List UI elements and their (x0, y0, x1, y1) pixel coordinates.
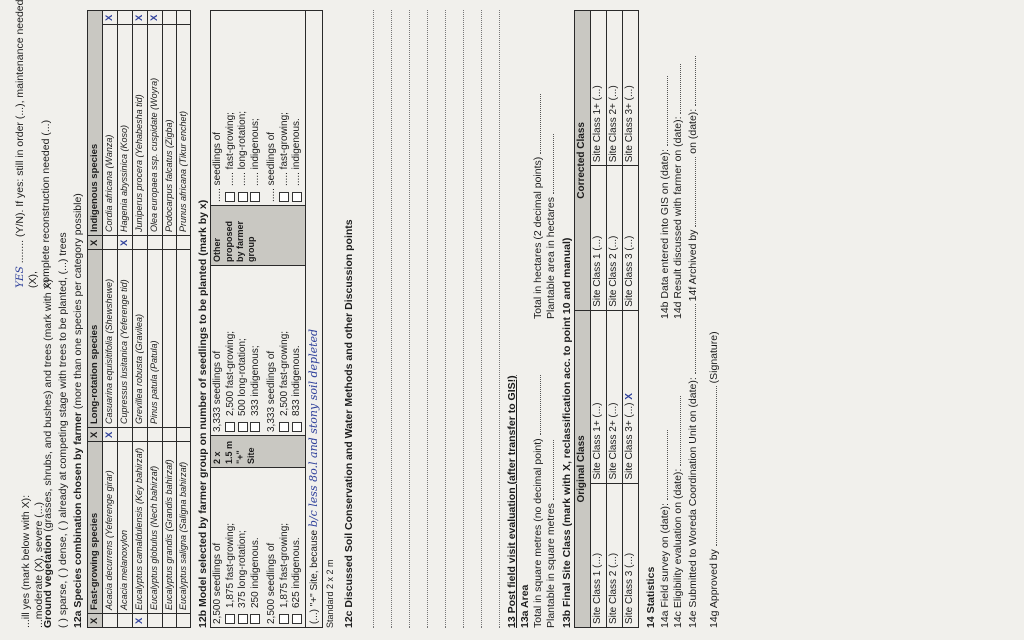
top-right-line-2: complete reconstruction needed (...) (40, 119, 53, 288)
species-name: Acacia decurrens (Yeferenge girar) (103, 442, 118, 614)
model-b-item-text: 333 indigenous; (249, 345, 261, 416)
species-row (147, 11, 162, 628)
model-c-item[interactable] (250, 14, 263, 202)
model-b-head: 3,333 seedlings of (212, 350, 224, 432)
area-row-2 (545, 10, 558, 628)
s12b-title: 12b Model selected by farmer group on number of seedlings to be planted (mark by x) (197, 199, 210, 628)
col-long-rotation: Long-rotation species (88, 250, 103, 428)
ground-veg-text: (grasses, shrubs, and bushes) and trees (mark with X) (42, 279, 54, 532)
approved-field[interactable] (716, 386, 717, 546)
species-name (177, 250, 191, 428)
site-class-header (575, 11, 591, 628)
mark-cell[interactable] (118, 614, 133, 628)
model-a2-item[interactable] (291, 471, 304, 624)
signature-label: (Signature) (707, 331, 720, 384)
site-class-cell[interactable]: Site Class 1 (...) (591, 166, 607, 310)
model-b2-item[interactable] (291, 269, 304, 432)
mark-cell[interactable] (147, 428, 162, 442)
model-a-item-text: 375 long-rotation; (237, 530, 249, 608)
site-class-cell[interactable]: Site Class 3 (...) (623, 483, 639, 627)
model-b-item[interactable] (250, 269, 263, 432)
checkbox[interactable] (292, 614, 302, 624)
eligibility-label: 14c Eligibility evaluation on (date): (671, 468, 684, 628)
col-indigenous: Indigenous species (88, 11, 103, 236)
checkbox[interactable] (225, 192, 235, 202)
model-c2-item[interactable] (279, 14, 292, 202)
mark-cell[interactable] (103, 236, 118, 250)
field-survey-label: 14a Field survey on (date): (658, 503, 671, 628)
checkbox[interactable] (279, 614, 289, 624)
discussion-line[interactable] (410, 10, 428, 628)
site-class-cell[interactable]: Site Class 2 (...) (607, 166, 623, 310)
discussion-line[interactable] (428, 10, 446, 628)
total-ha-field[interactable] (540, 94, 541, 154)
species-name: Hagenia abyssinica (Koso) (118, 25, 133, 236)
checkbox[interactable] (238, 192, 248, 202)
checkbox[interactable] (292, 422, 302, 432)
archived-by-field[interactable] (695, 157, 696, 227)
species-row (133, 11, 148, 628)
plant-ha-field[interactable] (553, 134, 554, 194)
gis-entry-field[interactable] (667, 76, 668, 146)
gis-entry-label: 14b Data entered into GIS on (date): (658, 149, 671, 319)
species-name: Eucalyptus grandis (Grandis bahirzaf) (162, 442, 176, 614)
top-right (14, 0, 53, 288)
approved-label: 14g Approved by (707, 549, 720, 628)
model-site-cell (211, 436, 306, 468)
species-name: Olea europaea ssp. cuspidate (Woyra) (147, 25, 162, 236)
model-a-head2: 2,500 seedlings of (266, 542, 278, 624)
col-x-3: X (88, 236, 103, 250)
species-name: Juniperus procera (Yehabesha tid) (133, 25, 148, 236)
hand-mark (177, 11, 191, 25)
discussion-line[interactable] (356, 10, 374, 628)
species-row (118, 11, 133, 628)
s13-title: 13 Post field visit evaluation (after transfer to GIS!) (505, 375, 518, 628)
site-class-cell[interactable]: Site Class 2 (...) (607, 483, 623, 627)
site-class-text: Site Class 3+ (...) (624, 402, 636, 480)
corrected-class-header: Corrected Class (575, 11, 591, 311)
model-a-head: 2,500 seedlings of (212, 542, 224, 624)
model-a-item[interactable] (225, 471, 238, 624)
ground-veg-options: ( ) sparse, ( ) dense, ( ) already at competing stage with trees to be planted, (...) trees (57, 232, 70, 628)
model-b-item[interactable] (237, 269, 250, 432)
eligibility-field[interactable] (680, 396, 681, 466)
model-a2-item[interactable] (279, 471, 292, 624)
submitted-field[interactable] (695, 304, 696, 374)
standard-label: Standard 2 x 2 m (325, 559, 336, 628)
checkbox[interactable] (238, 422, 248, 432)
species-row (162, 11, 176, 628)
model-c-item-text: ..... fast-growing; (224, 112, 236, 186)
species-name: Cordia africana (Wanza) (103, 25, 118, 236)
site-class-row (607, 11, 623, 628)
s12a-note: (more than one species per category possible) (72, 193, 85, 410)
mark-cell[interactable] (133, 236, 148, 250)
checkbox[interactable] (250, 422, 260, 432)
species-name (162, 250, 176, 428)
hand-mark (162, 11, 176, 25)
site-class-cell[interactable]: Site Class 2+ (...) (607, 11, 623, 166)
checkbox[interactable] (250, 192, 260, 202)
model-a2-item-text: 1,875 fast-growing; (278, 522, 290, 608)
handwritten-yes: YES (14, 266, 26, 288)
species-name: Eucalyptus globulus (Nech bahirzaf) (147, 442, 162, 614)
model-b2-item-text: 833 indigenous. (291, 345, 303, 416)
s12a-title: 12a Species combination chosen by farmer (72, 412, 85, 628)
area-row-1 (532, 10, 545, 628)
stats-row-2 (672, 10, 685, 628)
model-c-item[interactable] (225, 14, 238, 202)
model-b2-item-text: 2,500 fast-growing; (278, 330, 290, 416)
model-table (210, 10, 323, 628)
mark-cell[interactable] (133, 428, 148, 442)
model-a-item-text: 250 indigenous. (249, 537, 261, 608)
model-c2-item[interactable] (291, 14, 304, 202)
hand-mark: X (133, 11, 148, 25)
discussion-line[interactable] (464, 10, 482, 628)
s12c-title: 12c Discussed Soil Conservation and Water Methods and other Discussion points (342, 219, 355, 628)
site-class-cell[interactable]: Site Class 1+ (...) (591, 11, 607, 166)
because-handwriting: b/c less 8o.l and stony soil depleted (306, 328, 320, 528)
spacing-label: 2 x 1.5 m (212, 440, 234, 464)
model-a-item[interactable] (237, 471, 250, 624)
archived-label: 14f Archived by (686, 229, 699, 302)
model-c2-item-text: ..... fast-growing; (278, 112, 290, 186)
submitted-label: 14e Submitted to Woreda Coordination Unit on (date): (686, 377, 699, 628)
result-discussed-label: 14d Result discussed with farmer on (date): (671, 116, 684, 319)
species-name: Acacia melanoxylon (118, 442, 133, 614)
archived-date-label: on (date): (686, 108, 699, 154)
total-ha-label: Total in hectares (2 decimal points) (532, 156, 544, 319)
mark-cell[interactable] (162, 428, 176, 442)
species-name: Pinus patula (Patula) (147, 250, 162, 428)
species-name: Casuarina equisitifolia (Shewshewe) (103, 250, 118, 428)
result-discussed-field[interactable] (680, 64, 681, 114)
mark-cell[interactable] (177, 428, 191, 442)
discussion-line[interactable] (374, 10, 392, 628)
species-row (103, 11, 118, 628)
mark-cell[interactable] (162, 236, 176, 250)
stats-row-3 (687, 10, 700, 628)
hand-mark: X (103, 11, 118, 25)
col-x-1: X (88, 614, 103, 628)
stats-row-1 (659, 10, 672, 628)
checkbox[interactable] (238, 614, 248, 624)
mark-cell[interactable] (162, 614, 176, 628)
approved-row (708, 10, 721, 628)
site-class-cell[interactable]: Site Class 1 (...) (591, 483, 607, 627)
top-right-line-1: ........ (Y/N). If yes: still in order (...), maintenance needed (X), (14, 0, 40, 288)
species-table (87, 10, 191, 628)
col-x-2: X (88, 428, 103, 442)
because-row (305, 11, 323, 628)
checkbox[interactable] (279, 192, 289, 202)
hand-x-mark: X (624, 393, 636, 400)
top-left (20, 378, 46, 628)
checkbox[interactable] (292, 192, 302, 202)
model-c-item-text: ..... long-rotation; (237, 110, 249, 186)
species-name: Cupressus lusitanica (Yeferenge tid) (118, 250, 133, 428)
species-header-row (88, 11, 103, 628)
mark-cell[interactable]: X (133, 614, 148, 628)
plant-sqm-label: Plantable in square metres (545, 503, 558, 628)
discussion-line[interactable] (446, 10, 464, 628)
mark-cell[interactable] (103, 614, 118, 628)
checkbox[interactable] (279, 422, 289, 432)
s13b-title: 13b Final Site Class (mark with X, reclassification acc. to point 10 and manual) (561, 237, 574, 628)
because-label: (...) "+" Site, because (308, 529, 320, 624)
mark-cell[interactable] (147, 614, 162, 628)
original-class-header: Original Class (575, 310, 591, 627)
top-left-line-2: ...moderate (X), severe (...) (33, 501, 46, 628)
site-class-row (623, 11, 639, 628)
archived-date-field[interactable] (695, 56, 696, 106)
model-b-head2: 3,333 seedlings of (266, 350, 278, 432)
total-sqm-field[interactable] (540, 375, 541, 435)
checkbox[interactable] (250, 614, 260, 624)
model-c2-item-text: ..... indigenous. (291, 118, 303, 186)
site-class-cell[interactable] (623, 310, 639, 483)
model-c-head: ..... seedlings of (212, 131, 224, 202)
field-survey-field[interactable] (667, 430, 668, 500)
species-name: Podocarpus falcatus (Zigba) (162, 25, 176, 236)
col-fast-growing: Fast-growing species (88, 442, 103, 614)
site-class-cell[interactable]: Site Class 3 (...) (623, 166, 639, 310)
mark-cell[interactable]: X (118, 236, 133, 250)
site-class-cell[interactable]: Site Class 1+ (...) (591, 310, 607, 483)
discussion-line[interactable] (392, 10, 410, 628)
site-class-row (591, 11, 607, 628)
site-class-cell[interactable]: Site Class 3+ (...) (623, 11, 639, 166)
discussion-line[interactable] (482, 10, 500, 628)
species-name: Prunus africana (Tikur enchet) (177, 25, 191, 236)
model-a2-item-text: 625 indigenous. (291, 537, 303, 608)
model-col-b (211, 266, 306, 436)
checkbox[interactable] (225, 614, 235, 624)
model-b2-item[interactable] (279, 269, 292, 432)
mark-cell[interactable] (177, 614, 191, 628)
checkbox[interactable] (225, 422, 235, 432)
model-a-item[interactable] (250, 471, 263, 624)
model-b-item[interactable] (225, 269, 238, 432)
model-a-item-text: 1,875 fast-growing; (224, 522, 236, 608)
model-c-item-text: ..... indigenous; (249, 118, 261, 186)
site-class-table (574, 10, 639, 628)
ground-veg-label: Ground vegetation (42, 534, 54, 628)
mark-cell[interactable] (118, 428, 133, 442)
mark-cell[interactable] (177, 236, 191, 250)
hand-mark: X (147, 11, 162, 25)
s14-title: 14 Statistics (645, 566, 658, 628)
model-col-a (211, 468, 306, 628)
mark-cell[interactable]: X (103, 428, 118, 442)
species-name: Grevillea robusta (Gravilea) (133, 250, 148, 428)
hand-mark (118, 11, 133, 25)
species-row (177, 11, 191, 628)
plant-ha-label: Plantable area in hectares (545, 197, 558, 319)
because-cell (305, 11, 323, 628)
site-plus-label: "+" Site (234, 447, 257, 464)
model-col-c (211, 11, 306, 206)
plant-sqm-field[interactable] (553, 440, 554, 500)
model-c-item[interactable] (237, 14, 250, 202)
site-class-cell[interactable]: Site Class 2+ (...) (607, 310, 623, 483)
species-name: Eucalyptus saligna (Saligna bahirzaf) (177, 442, 191, 614)
top-left-line-1: ...ill yes (mark below with X): (20, 494, 32, 628)
total-sqm-label: Total in square metres (no decimal point) (532, 438, 544, 628)
species-name: Eucalyptus camaldulensis (Key bahirzaf) (133, 442, 148, 614)
s13a-title: 13a Area (518, 584, 531, 628)
model-b-item-text: 500 long-rotation; (237, 338, 249, 416)
model-c-head2: ..... seedlings of (266, 131, 278, 202)
mark-cell[interactable] (147, 236, 162, 250)
s12a-heading (72, 10, 85, 628)
model-b-item-text: 2,500 fast-growing; (224, 330, 236, 416)
other-proposed-cell: Other proposed by farmer group (211, 206, 306, 266)
